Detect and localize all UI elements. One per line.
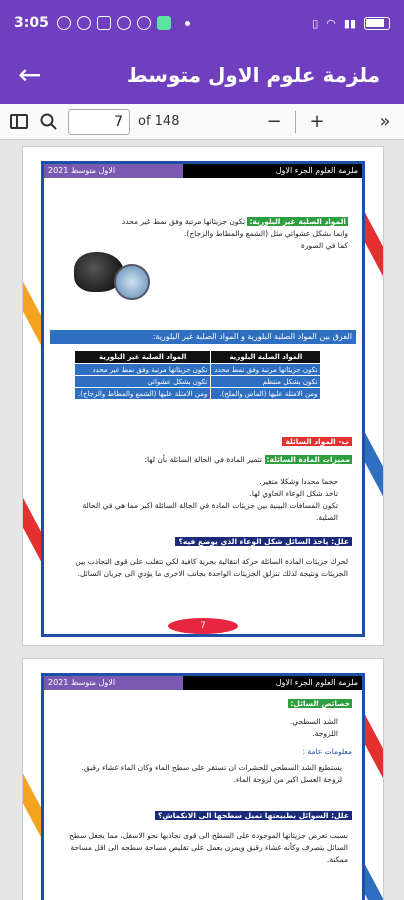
table-header: المواد الصلبة البلورية [211,351,321,364]
table-header-row [75,351,321,364]
properties-title-block [288,698,352,710]
document-title: ملزمة علوم الاول متوسط [126,63,380,87]
liquid-props-title: مميزات المادة السائلة: [266,455,350,464]
table-cell: ومن الامثلة عليها (الشمع والمطاط والزجاج). [75,388,211,400]
list-item: تاخذ شكل الوعاء الحاوي لها. [249,489,338,498]
header-grade: الاول متوسط 2021 [44,164,183,178]
table-row [75,388,321,400]
definition-block [108,216,348,252]
whatsapp-icon [57,16,71,30]
section-heading [282,436,352,448]
properties-list [290,716,338,740]
answer-text: بسبب تعرض جزيئاتها الموجودة على السطح الى قوى تجاذبها نحو الاسفل، مما يجعل سطح السائل يتصرف وكأنه غشاء رقيق ويمرن يعمل على تقليص مساحة سطحه الى اقل مساحة ممكنة. [69,831,348,864]
page-frame [41,673,365,900]
table-cell: تكون جزيئاتها مرتبة وفق نمط غير محدد [75,364,211,376]
general-info-title: معلومات عامة : [302,747,352,756]
zoom-out-icon[interactable]: − [266,111,282,132]
page-header [44,164,362,178]
status-notification-icons [57,16,190,30]
divider [295,111,296,133]
status-bar [0,0,404,46]
fan-icon [97,16,111,30]
table-header: المواد الصلبة غير البلورية [75,351,211,364]
pdf-page-7 [22,146,384,646]
table-cell: ومن الامثلة عليها (الماس والملح). [211,388,321,400]
comparison-title: الفرق بين المواد الصلبة البلورية و المواد الصلبة غير البلورية: [50,330,356,344]
list-item: لزوجة العسل اكبر من لزوجة الماء. [233,775,342,784]
info-list [52,762,342,786]
search-icon[interactable] [38,111,60,133]
table-row [75,364,321,376]
video-icon [137,16,151,30]
liquid-props-list [68,476,338,524]
table-cell: تكون جزيئاتها مرتبة وفق نمط محدد [211,364,321,376]
header-grade: الاول متوسط 2021 [44,676,183,690]
list-item: اللزوجة. [312,729,338,738]
page-header [44,676,362,690]
definition-text: تكون جزيئاتها مرتبة وفق نمط غير محدد وانما بشكل عشوائي مثل (الشمع والمطاط والزجاج). [121,217,348,238]
liquid-properties [52,454,352,466]
more-notifications-dot [185,21,190,26]
pdf-viewer[interactable] [0,140,404,900]
comparison-table [74,350,321,400]
glass-image [114,264,150,300]
status-time: 3:05 [14,15,49,31]
zoom-in-icon[interactable]: + [309,111,325,132]
more-tools-icon[interactable]: » [379,111,391,132]
question-text: علل: السوائل بطبيعتها تميل سطحها الى الانكماش؟ [155,811,352,820]
table-row [75,376,321,388]
page-count: of 148 [138,114,180,129]
page-frame [41,161,365,637]
question-text: علل: ياخذ السائل شكل الوعاء الذي يوضع فيه؟ [175,537,352,546]
properties-title: خصائص السائل: [290,699,350,708]
question-block [175,536,352,548]
term-amorphous: المواد الصلبة غير البلورية: [249,217,346,226]
page-number-badge: 7 [168,618,238,634]
question-block [155,810,352,822]
messenger-icon [117,16,131,30]
section-b-title: ب- المواد السائلة [282,437,352,446]
whatsapp-icon [77,16,91,30]
arrow-left-icon[interactable]: ← [18,58,42,91]
answer-text: لحرك جزيئات المادة السائلة حركة انتقالية بحرية كافية لكي تتغلب على قوى التجاذب بين الجزيئات ونتيجة لذلك تنزلق الجزيئات الواحدة بجانب الاخرى ما يؤدي الى جريان السائل. [75,557,348,578]
app-notification-icon [157,16,171,30]
image-note: كما في الصورة [300,241,348,250]
page-number-input[interactable] [68,109,130,135]
wifi-icon: ◠ [326,16,336,30]
pdf-toolbar [0,104,404,140]
table-cell: تكون بشكل منتظم [211,376,321,388]
header-subject: ملزمة العلوم الجزء الاول [183,676,362,690]
status-right [312,17,390,30]
battery-icon [364,17,390,30]
app-bar [0,46,404,104]
list-item: تكون المسافات البينية بين جزيئات المادة في الحالة السائلة اكبر مما هي في الحالة الصلبة. [82,501,338,522]
table-cell: تكون بشكل عشوائي [75,376,211,388]
pdf-page-8 [22,658,384,900]
list-item: يستطيع الشد السطحي للحشرات ان تستقر على سطح الماء وكان الماء غشاء رقيق. [81,763,342,772]
liquid-props-intro: تتميز المادة في الحالة السائلة بأن لها: [144,455,263,464]
list-item: الشد السطحي. [289,717,338,726]
signal-icon: ▮▮ [343,16,356,30]
zoom-controls [263,111,396,133]
vibrate-icon: ▯ [312,16,319,30]
list-item: حجما محددا وشكلا متغير. [259,477,338,486]
sidebar-toggle-icon[interactable] [8,111,30,133]
header-subject: ملزمة العلوم الجزء الاول [183,164,362,178]
